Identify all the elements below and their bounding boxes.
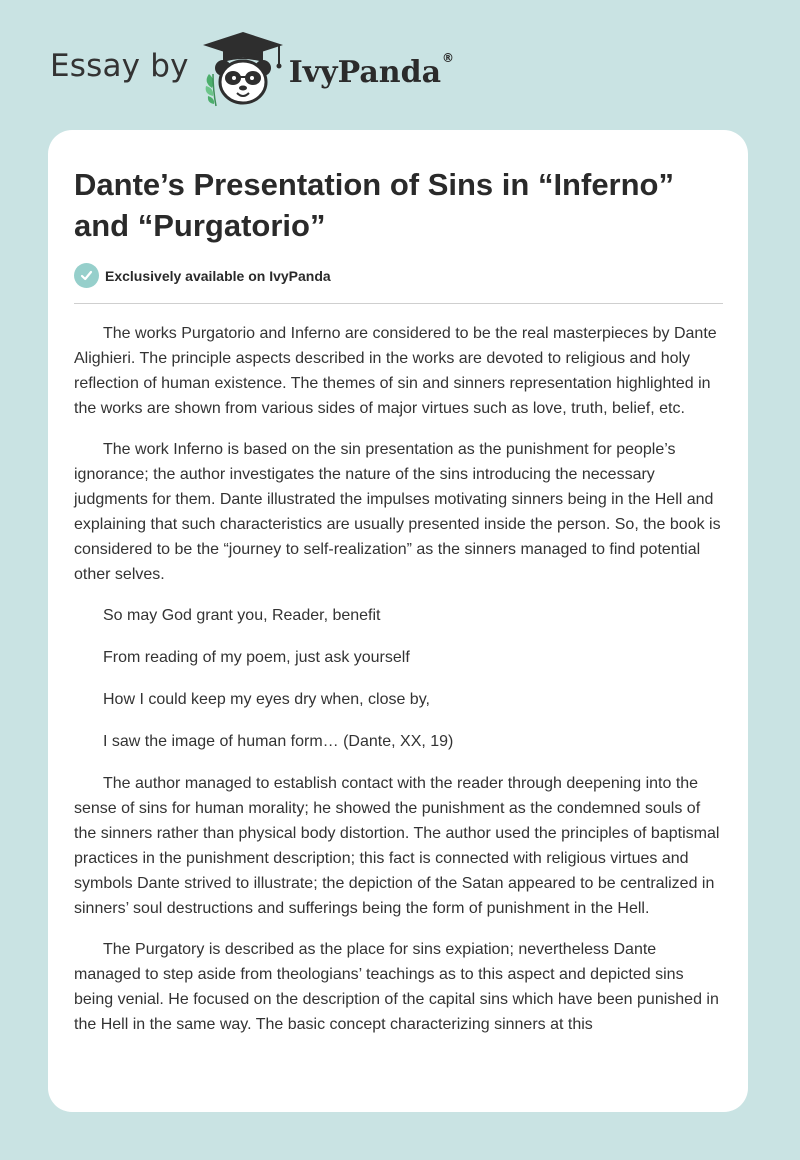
brand-name — [288, 50, 455, 90]
essay-by-label: Essay by — [50, 48, 189, 84]
exclusive-badge — [74, 263, 331, 288]
brand-name-text: IvyPanda — [288, 54, 442, 90]
paragraph: The works Purgatorio and Inferno are considered to be the real masterpieces by Dante Alighieri. The principle aspects described in the works are devoted to religious and holy reflection of human existence. The themes of sin and sinners representation highlighted in the works are shown from various sides of major virtues such as love, truth, belief, etc. — [74, 325, 717, 417]
quote-line: From reading of my poem, just ask yourself — [103, 649, 410, 666]
exclusive-badge-text: Exclusively available on IvyPanda — [105, 267, 331, 284]
paragraph: The work Inferno is based on the sin presentation as the punishment for people’s ignorance; the author investigates the nature of the sins introducing the necessary judgments for them. Dante illustrated the impulses motivating sinners being in the Hell and explaining that such characteristics are usually presented inside the person. So, the book is considered to be the “journey to self-realization” as the sinners managed to find potential other selves. — [74, 441, 721, 583]
quote-line: I saw the image of human form… (Dante, XX, 19) — [103, 733, 454, 750]
essay-card — [48, 130, 748, 1112]
quote-line: So may God grant you, Reader, benefit — [103, 607, 381, 624]
paragraph: The author managed to establish contact with the reader through deepening into the sense of sins for human morality; he showed the punishment as the condemned souls of the sinners rather than physical body distortion. The author used the principles of baptismal practices in the punishment description; this fact is connected with religious virtues and symbols Dante strived to illustrate; the depiction of the Satan appeared to be centralized in sinners’ soul destructions and sufferings being the form of punishment in the Hell. — [74, 775, 720, 917]
quote-line: How I could keep my eyes dry when, close by, — [103, 691, 430, 708]
site-header[interactable] — [50, 30, 454, 110]
divider — [74, 303, 723, 304]
ivypanda-logo-icon — [199, 30, 287, 110]
paragraph: The Purgatory is described as the place for sins expiation; nevertheless Dante managed to step aside from theologians’ teachings as to this aspect and depicted sins being venial. He focused on the description of the capital sins which have been punished in the Hell in the same way. The basic concept characterizing sinners at this — [74, 941, 719, 1033]
essay-body — [74, 321, 726, 1053]
checkmark-icon — [74, 263, 99, 288]
essay-title: Dante’s Presentation of Sins in “Inferno” and “Purgatorio” — [74, 167, 674, 243]
registered-mark: ® — [442, 50, 455, 65]
